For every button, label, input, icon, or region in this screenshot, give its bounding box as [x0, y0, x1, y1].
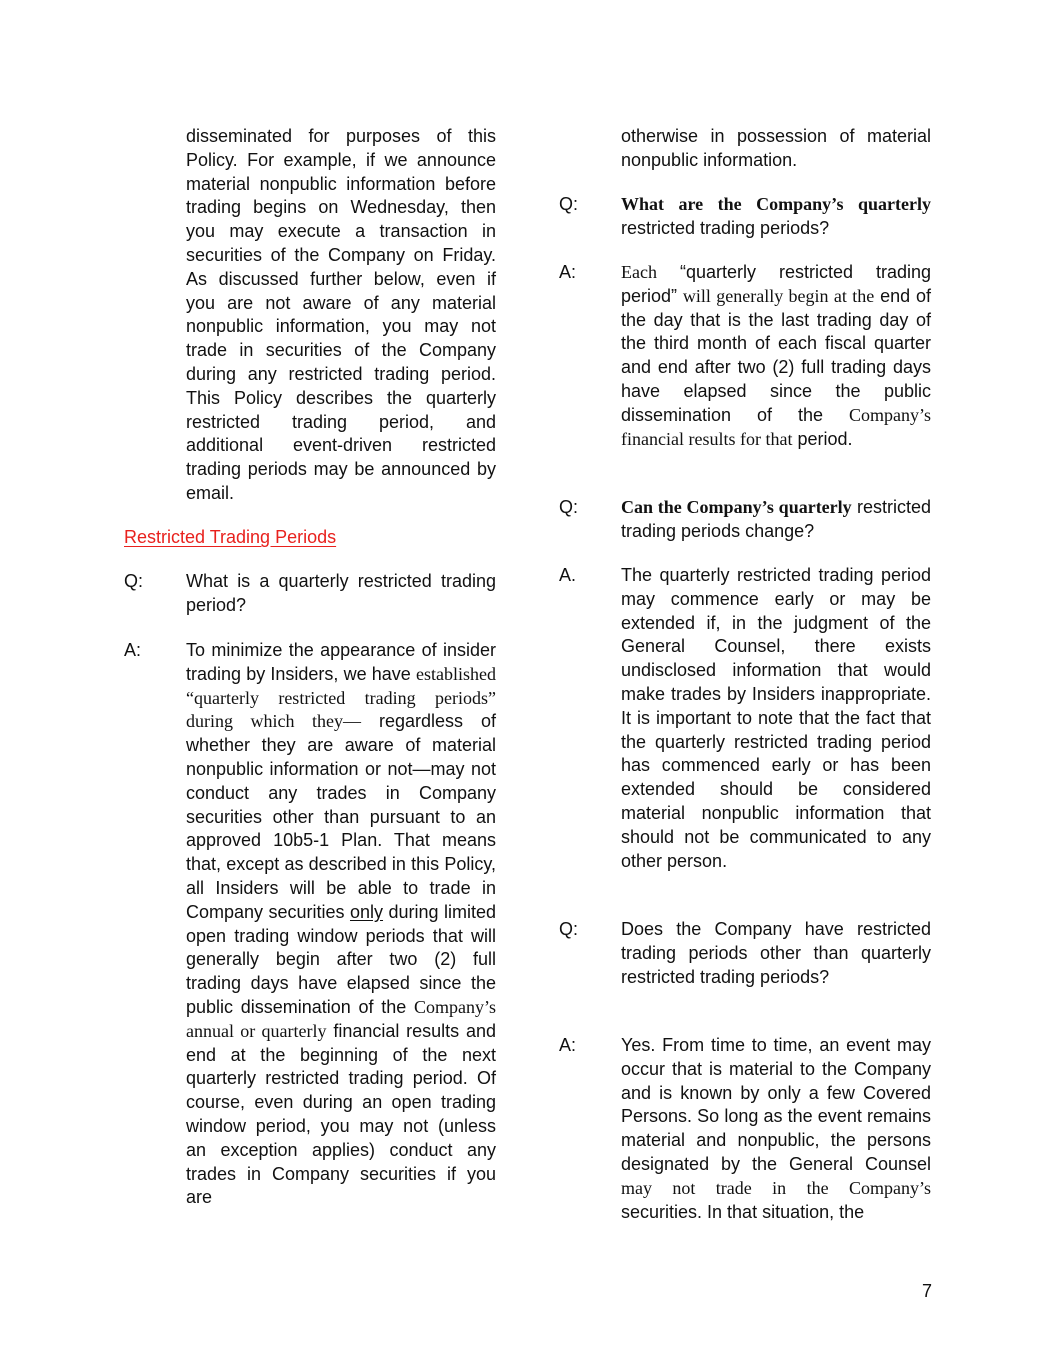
- continuation-paragraph: otherwise in possession of material nonpublic information.: [621, 126, 931, 170]
- answer-marker: A:: [124, 640, 142, 660]
- question-bold-part: Can the Company’s quarterly: [621, 497, 852, 517]
- answer-text-segment: will generally begin at the: [682, 285, 875, 306]
- answer-marker: A:: [559, 262, 577, 282]
- answer-text-segment: To minimize the appearance of insider trading by Insiders, we have: [186, 640, 496, 684]
- answer-text: [186, 639, 496, 1210]
- section-heading-restricted-trading-periods: Restricted Trading Periods: [124, 527, 337, 547]
- answer-text-segment: period.: [797, 428, 853, 449]
- answer-text-segment: may not trade in the Company’s: [621, 1177, 931, 1198]
- intro-paragraph: disseminated for purposes of this Policy. For example, if we announce material nonpublic information before trading begins on Wednesday, then you may execute a transaction in securities of the Company on Friday. As discussed further below, even if you are not aware of any material nonpublic information, you may not trade in securities of the Company during any restricted trading period. This Policy describes the quarterly restricted trading period, and additional event-driven restricted trading periods may be announced by email.: [186, 126, 496, 503]
- question-bold-part: What are the Company’s quarterly: [621, 194, 931, 214]
- question-text: [621, 193, 931, 241]
- answer-text: [621, 261, 931, 451]
- answer-text-segment: “quarterly restricted trading period”: [621, 262, 931, 306]
- answer-text-segment: Company’s financial results for that: [621, 404, 931, 449]
- question-text: What is a quarterly restricted trading period?: [186, 571, 496, 615]
- question-text: [621, 496, 931, 544]
- answer-text-segment: financial results and end at the beginning of the next quarterly restricted trading period. Of course, even during an open trading window period, you may not (unless an exception applies) conduct any trades in Company securities if you are: [186, 1020, 496, 1208]
- answer-text-segment: established “quarterly restricted trading periods” during which they—: [186, 663, 496, 732]
- question-text: Does the Company have restricted trading periods other than quarterly restricted trading periods?: [621, 919, 931, 987]
- answer-marker: A.: [559, 565, 577, 585]
- question-marker: Q:: [559, 919, 579, 939]
- answer-text-segment: end of the day that is the last trading day of the third month of each fiscal quarter and end after two (2) full trading days have elapsed since the public dissemination of the: [621, 285, 931, 425]
- answer-text-segment: securities. In that situation, the: [621, 1201, 865, 1222]
- answer-text-segment: Yes. From time to time, an event may occur that is material to the Company and is known by only a few Covered Persons. So long as the event remains material and nonpublic, the persons designated by the General Counsel: [621, 1035, 931, 1174]
- page-number: 7: [921, 1281, 932, 1301]
- answer-text-segment: regardless of whether they are aware of material nonpublic information or not—may not conduct any trades in Company securities other than pursuant to an approved 10b5-1 Plan. That means that, except as described in this Policy, all Insiders will be able to trade in Company securities: [186, 711, 496, 922]
- answer-marker: A:: [559, 1035, 577, 1055]
- answer-text-segment: during limited open trading window periods that will generally begin after two (2) full trading days have elapsed since the public dissemination of the: [186, 901, 496, 1017]
- question-marker: Q:: [559, 194, 579, 214]
- answer-text: The quarterly restricted trading period may commence early or may be extended if, in the judgment of the General Counsel, there exists undisclosed information that would make trades by Insiders inappropriate. It is important to note that the fact that the quarterly restricted trading period has commenced early or has been extended should be considered material nonpublic information that should not be communicated to any other person.: [621, 565, 931, 871]
- answer-text-segment: Company’s annual or quarterly: [186, 996, 496, 1041]
- answer-text: [621, 1034, 931, 1224]
- question-rest: restricted trading periods change?: [621, 497, 931, 541]
- emphasis-only: only: [349, 901, 384, 922]
- answer-text-segment: Each: [621, 262, 657, 282]
- question-marker: Q:: [124, 571, 144, 591]
- question-rest: restricted trading periods?: [621, 217, 830, 238]
- question-marker: Q:: [559, 497, 579, 517]
